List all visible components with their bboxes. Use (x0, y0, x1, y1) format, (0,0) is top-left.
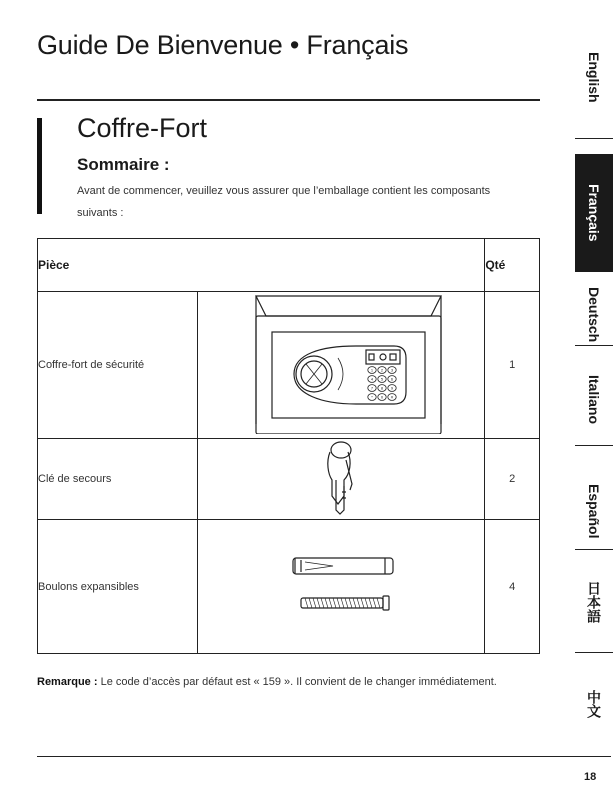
header-qty: Qté (485, 239, 540, 292)
remark-label: Remarque : (37, 676, 98, 688)
part-name-safe: Coffre-fort de sécurité (38, 292, 198, 439)
tab-label: Español (586, 483, 602, 539)
section-accent-bar (37, 118, 42, 214)
keypad-key-label: 2 (380, 367, 384, 373)
part-name-key: Clé de secours (38, 439, 198, 520)
tab-divider (575, 445, 613, 446)
footer-divider (37, 756, 611, 757)
remark-text: Le code d’accès par défaut est « 159 ». Il convient de le changer immédiatement. (97, 676, 497, 688)
tab-divider (575, 549, 613, 550)
keypad-key-label: 9 (390, 385, 394, 391)
keypad-key-label: 6 (390, 376, 394, 382)
keypad-key-label: * (371, 394, 373, 400)
expansion-bolt-icon (281, 550, 401, 620)
parts-table (37, 238, 540, 654)
keypad (368, 366, 396, 400)
keypad-key-label: # (390, 394, 394, 400)
tab-label: 日本語 (586, 581, 602, 623)
table-row (38, 439, 540, 520)
keypad-key-label: 8 (380, 385, 384, 391)
keypad-key-label: 5 (380, 376, 384, 382)
page-number: 18 (584, 771, 597, 783)
table-row (38, 292, 540, 439)
header-divider (37, 99, 540, 101)
table-header-row (38, 239, 540, 292)
keypad-key-label: 0 (380, 394, 384, 400)
tab-label: Français (586, 184, 602, 242)
tab-label: English (586, 52, 602, 103)
tab-english[interactable] (575, 35, 613, 120)
contents-heading: Sommaire : (77, 155, 170, 174)
keypad-key-label: 7 (370, 385, 374, 391)
section-title: Coffre-Fort (77, 113, 208, 143)
keypad-key-label: 3 (390, 367, 394, 373)
remark-note (37, 676, 497, 688)
keypad-key-label: 4 (370, 376, 374, 382)
header-piece: Pièce (38, 239, 485, 292)
page-title: Guide De Bienvenue • Français (37, 30, 409, 60)
keypad-key-label: 1 (370, 367, 374, 373)
bolts-illustration-cell (197, 520, 484, 654)
tab-espanol[interactable] (575, 461, 613, 561)
key-icon (316, 440, 366, 516)
tab-divider (575, 652, 613, 653)
intro-text: Avant de commencer, veuillez vous assurer que l’emballage contient les composants suivants : (77, 185, 491, 219)
part-qty-bolts: 4 (485, 520, 540, 654)
tab-chinese[interactable] (575, 669, 613, 739)
safe-icon (226, 294, 456, 434)
part-qty-key: 2 (485, 439, 540, 520)
part-qty-safe: 1 (485, 292, 540, 439)
tab-label: Italiano (586, 375, 602, 425)
key-illustration-cell (197, 439, 484, 520)
tab-deutsch[interactable] (575, 275, 613, 355)
table-row (38, 520, 540, 654)
tab-label: 中文 (586, 690, 602, 718)
tab-divider (575, 138, 613, 139)
safe-illustration-cell (197, 292, 484, 439)
tab-italiano[interactable] (575, 361, 613, 439)
part-name-bolts: Boulons expansibles (38, 520, 198, 654)
tab-divider (575, 345, 613, 346)
tab-japanese[interactable] (575, 567, 613, 637)
tab-label: Deutsch (586, 287, 602, 343)
tab-francais[interactable] (575, 154, 613, 272)
